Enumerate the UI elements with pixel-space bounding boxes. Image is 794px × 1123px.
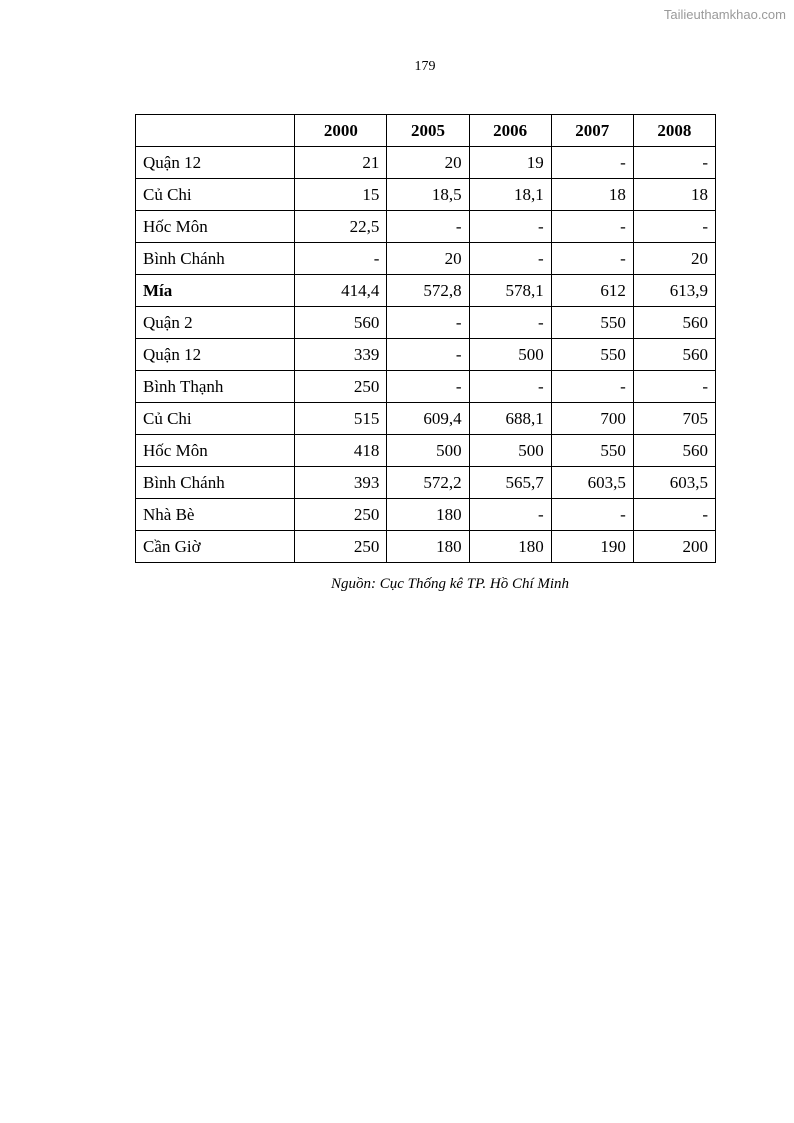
- value-cell: -: [469, 307, 551, 339]
- value-cell: 418: [295, 435, 387, 467]
- value-cell: 700: [551, 403, 633, 435]
- table-header-cell: [136, 115, 295, 147]
- value-cell: 250: [295, 499, 387, 531]
- watermark-text: Tailieuthamkhao.com: [663, 7, 786, 22]
- value-cell: 560: [633, 339, 715, 371]
- table-header-cell: 2008: [633, 115, 715, 147]
- table-header-cell: 2000: [295, 115, 387, 147]
- table-row: [136, 531, 716, 563]
- value-cell: 500: [387, 435, 469, 467]
- value-cell: 180: [469, 531, 551, 563]
- value-cell: 15: [295, 179, 387, 211]
- value-cell: 565,7: [469, 467, 551, 499]
- value-cell: 250: [295, 531, 387, 563]
- value-cell: 705: [633, 403, 715, 435]
- row-label-cell: Củ Chi: [136, 179, 295, 211]
- row-label-cell: Cần Giờ: [136, 531, 295, 563]
- row-label-cell: Bình Chánh: [136, 467, 295, 499]
- value-cell: -: [469, 499, 551, 531]
- row-label-cell: Củ Chi: [136, 403, 295, 435]
- value-cell: 19: [469, 147, 551, 179]
- value-cell: -: [469, 371, 551, 403]
- row-label-cell: Bình Chánh: [136, 243, 295, 275]
- value-cell: -: [387, 307, 469, 339]
- value-cell: 250: [295, 371, 387, 403]
- table-header-row: [136, 115, 716, 147]
- value-cell: 578,1: [469, 275, 551, 307]
- value-cell: 550: [551, 435, 633, 467]
- table-row: [136, 211, 716, 243]
- row-label-cell: Bình Thạnh: [136, 371, 295, 403]
- value-cell: 18: [633, 179, 715, 211]
- row-label-cell: Hốc Môn: [136, 211, 295, 243]
- value-cell: 572,2: [387, 467, 469, 499]
- value-cell: -: [387, 211, 469, 243]
- table-row: [136, 147, 716, 179]
- value-cell: -: [551, 211, 633, 243]
- value-cell: 414,4: [295, 275, 387, 307]
- table-row: [136, 403, 716, 435]
- value-cell: -: [387, 339, 469, 371]
- value-cell: 603,5: [633, 467, 715, 499]
- table-row: [136, 243, 716, 275]
- table-row: [136, 275, 716, 307]
- table-header-cell: 2007: [551, 115, 633, 147]
- row-label-cell: Quận 12: [136, 147, 295, 179]
- value-cell: 20: [387, 243, 469, 275]
- value-cell: -: [633, 211, 715, 243]
- value-cell: 18,1: [469, 179, 551, 211]
- value-cell: 18,5: [387, 179, 469, 211]
- value-cell: 500: [469, 435, 551, 467]
- value-cell: 560: [295, 307, 387, 339]
- table-header-cell: 2005: [387, 115, 469, 147]
- page-number: 179: [414, 59, 436, 74]
- value-cell: 550: [551, 307, 633, 339]
- value-cell: 20: [633, 243, 715, 275]
- value-cell: 609,4: [387, 403, 469, 435]
- row-label-cell: Hốc Môn: [136, 435, 295, 467]
- value-cell: 500: [469, 339, 551, 371]
- row-label-cell: Mía: [136, 275, 295, 307]
- table-row: [136, 179, 716, 211]
- table-row: [136, 307, 716, 339]
- table-row: [136, 467, 716, 499]
- value-cell: 200: [633, 531, 715, 563]
- value-cell: -: [633, 371, 715, 403]
- value-cell: 20: [387, 147, 469, 179]
- row-label-cell: Nhà Bè: [136, 499, 295, 531]
- value-cell: 613,9: [633, 275, 715, 307]
- value-cell: 21: [295, 147, 387, 179]
- value-cell: 339: [295, 339, 387, 371]
- value-cell: 190: [551, 531, 633, 563]
- value-cell: -: [469, 211, 551, 243]
- value-cell: 612: [551, 275, 633, 307]
- value-cell: -: [295, 243, 387, 275]
- value-cell: 18: [551, 179, 633, 211]
- value-cell: 560: [633, 307, 715, 339]
- table-row: [136, 499, 716, 531]
- source-note: Nguồn: Cục Thống kê TP. Hồ Chí Minh: [330, 576, 570, 592]
- value-cell: -: [469, 243, 551, 275]
- table-row: [136, 339, 716, 371]
- value-cell: -: [551, 499, 633, 531]
- value-cell: -: [633, 147, 715, 179]
- row-label-cell: Quận 12: [136, 339, 295, 371]
- value-cell: 393: [295, 467, 387, 499]
- value-cell: 603,5: [551, 467, 633, 499]
- value-cell: -: [551, 243, 633, 275]
- value-cell: -: [387, 371, 469, 403]
- value-cell: 22,5: [295, 211, 387, 243]
- value-cell: 688,1: [469, 403, 551, 435]
- value-cell: 550: [551, 339, 633, 371]
- value-cell: -: [551, 371, 633, 403]
- value-cell: 560: [633, 435, 715, 467]
- table-header-cell: 2006: [469, 115, 551, 147]
- value-cell: 180: [387, 499, 469, 531]
- value-cell: 515: [295, 403, 387, 435]
- value-cell: -: [633, 499, 715, 531]
- table-row: [136, 371, 716, 403]
- value-cell: -: [551, 147, 633, 179]
- statistics-table: [135, 114, 716, 563]
- value-cell: 572,8: [387, 275, 469, 307]
- table-row: [136, 435, 716, 467]
- value-cell: 180: [387, 531, 469, 563]
- table-body: [136, 147, 716, 563]
- row-label-cell: Quận 2: [136, 307, 295, 339]
